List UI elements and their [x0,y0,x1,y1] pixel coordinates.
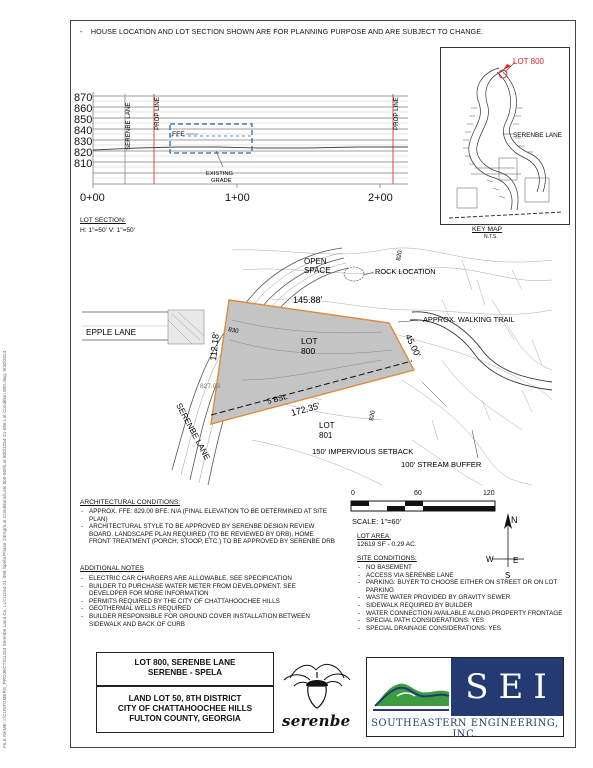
scale-bar-graphic [350,499,496,513]
y-tick-label: 850 [74,114,93,126]
title-line-3: LAND LOT 50, 8TH DISTRICT [128,694,242,703]
title-line-1: LOT 800, SERENBE LANE [134,658,236,667]
prop-line-vertical-label-right: PROP LINE [393,97,400,130]
north-label: N [511,515,518,525]
scale-tick-120: 120 [483,490,495,497]
scale-tick-60: 60 [414,490,422,497]
y-tick-label: 810 [74,158,93,170]
serenbe-lane-label: SERENBE LANE [174,401,212,462]
x-tick-label: 0+00 [80,192,105,204]
elevation-label: 827.03 [200,383,221,390]
contour-830: 830 [227,326,240,336]
architectural-conditions [80,499,336,546]
key-map-box [440,47,570,225]
scale-ticks [348,490,508,499]
ffe-label: FFE [172,131,185,138]
key-map-title: KEY MAP [472,226,503,233]
contour-820-b: 820 [368,409,377,422]
note-item: - ELECTRIC CAR CHARGERS ARE ALLOWABLE. SEE SPECIFICATION [80,575,336,583]
prop-line-vertical-label: PROP LINE [154,97,161,130]
impervious-setback-label: 150' IMPERVIOUS SETBACK [312,447,414,456]
open-space-label-1: OPEN [304,257,327,266]
lot-801-label-2: 801 [319,431,333,440]
lot-title-box [96,652,274,686]
lot-area-title: LOT AREA: [357,533,391,540]
planning-note: - HOUSE LOCATION AND LOT SECTION SHOWN ARE FOR PLANNING PURPOSE AND ARE SUBJECT TO CHANGE. [80,27,484,36]
note-item: - BUILDER RESPONSIBLE FOR GROUND COVER INSTALLATION BETWEEN SIDEWALK AND BACK OF CURB [80,613,336,628]
y-tick-label: 870 [74,92,93,104]
lot-800-label-2: 800 [301,346,316,356]
sei-company-name: SOUTHEASTERN ENGINEERING, INC. [371,718,559,740]
note-item: - GEOTHERMAL WELLS REQUIRED [80,605,336,613]
existing-grade-label-1: EXISTING [206,171,234,177]
site-item: - SPECIAL DRAINAGE CONSIDERATIONS: YES [357,625,581,633]
contour-820-a: 820 [395,249,404,262]
scale-tick-0: 0 [351,490,355,497]
dim-right: 45.00' [403,332,423,359]
scale-label: SCALE: 1"=60' [352,517,402,526]
lot-800-label-1: LOT [301,336,318,346]
title-line-4: CITY OF CHATTAHOOCHEE HILLS [117,704,253,713]
serenbe-lane-vertical-label: SERENBE LANE [125,102,132,150]
west-label: W [486,555,494,564]
key-map-street-label: SERENBE LANE [513,132,563,139]
title-line-2: SERENBE - SPELA [147,668,223,677]
lot-area-value: 12619 SF - 0.29 AC. [357,541,417,548]
walking-trail-label: APPROX. WALKING TRAIL [423,315,515,324]
bsl-label: 5 BSL [266,391,289,406]
existing-grade-line [93,147,408,150]
x-tick-label: 1+00 [225,192,250,204]
rock-location-marker [344,267,364,281]
serenbe-wordmark: serenbe [282,712,351,730]
y-tick-label: 840 [74,125,93,137]
lot-801-label-1: LOT [319,421,335,430]
east-label: E [513,556,519,565]
lot-section-scale: H: 1"=50' V: 1"=50' [80,227,135,234]
lot-section-title: LOT SECTION: [80,217,126,224]
arch-item: - ARCHITECTURAL STYLE TO BE APPROVED BY SERENBE DESIGN REVIEW BOARD. LANDSCAPE PLAN REQUIRED (TO BE REVIEWED BY DRB). HOME FRONT TREATMENT (PORCH, STOOP, ETC.) TO BE APPROVED BY SERENBE DRB [80,523,336,546]
key-map-drawing [441,48,569,224]
file-path-text: FILE NAME: I:\CUSTOMERS_PROJECTS\1254 Serenbe Land Co, LLC\1254-21-056 Spela Phase 1\Engr\Lot Conditions\Lots 800-809\Lot 800\1254-21-056 Lot Condition 800.dwg, 9/30/2024 [2,350,7,748]
note-item: - PERMITS REQUIRED BY THE CITY OF CHATTAHOOCHEE HILLS [80,598,336,606]
y-tick-label: 830 [74,136,93,148]
arch-title: ARCHITECTURAL CONDITIONS: [80,499,181,506]
x-tick-label: 2+00 [368,192,393,204]
sei-logo-box [366,657,564,740]
site-item: - SPECIAL PATH CONSIDERATIONS: YES [357,617,581,625]
lot-area [357,533,497,548]
site-item: - WATER CONNECTION AVAILABLE ALONG PROPERTY FRONTAGE [357,610,581,618]
house-ffe-outline [170,124,252,153]
serenbe-acorn-logo [280,656,354,712]
stream-buffer-label: 100' STREAM BUFFER [401,460,482,469]
rock-location-label: ROCK LOCATION [375,267,436,276]
y-tick-label: 820 [74,147,93,159]
key-map-lot-label: LOT 800 [513,57,544,66]
sei-letters: SEI [451,658,563,716]
site-conditions [357,555,581,632]
site-item: - SIDEWALK REQUIRED BY BUILDER [357,602,581,610]
lot-section-graph [74,90,430,210]
site-item: - NO BASEMENT [357,564,581,572]
dim-bottom: 172.35' [289,400,321,418]
site-item: - ACCESS VIA SERENBE LANE [357,572,581,580]
arch-item: - APPROX. FFE: 829.00 BFE: N/A (FINAL ELEVATION TO BE DETERMINED AT SITE PLAN) [80,508,336,523]
note-item: - BUILDER TO PURCHASE WATER METER FROM DEVELOPMENT. SEE DEVELOPER FOR MORE INFORMATION [80,583,336,598]
title-line-5: FULTON COUNTY, GEORGIA [129,714,241,723]
site-plan [82,240,558,485]
epple-lane-label: EPPLE LANE [86,328,137,337]
south-label: S [505,571,511,580]
dim-top: 145.88' [293,295,323,305]
site-item: - WASTE WATER PROVIDED BY GRAVITY SEWER [357,594,581,602]
site-title: SITE CONDITIONS: [357,555,417,562]
open-space-label-2: SPACE [304,266,331,275]
key-map-nts: N.T.S. [484,234,498,240]
y-tick-label: 860 [74,103,93,115]
dim-left: 112.18' [208,331,221,362]
location-box [96,686,274,733]
site-item: - PARKING: BUYER TO CHOOSE EITHER ON STREET OR ON LOT PARKING [357,579,581,594]
additional-notes [80,565,336,628]
existing-grade-label-2: GRADE [211,178,232,184]
additional-title: ADDITIONAL NOTES [80,565,144,572]
sei-mountain-icon [369,662,451,718]
